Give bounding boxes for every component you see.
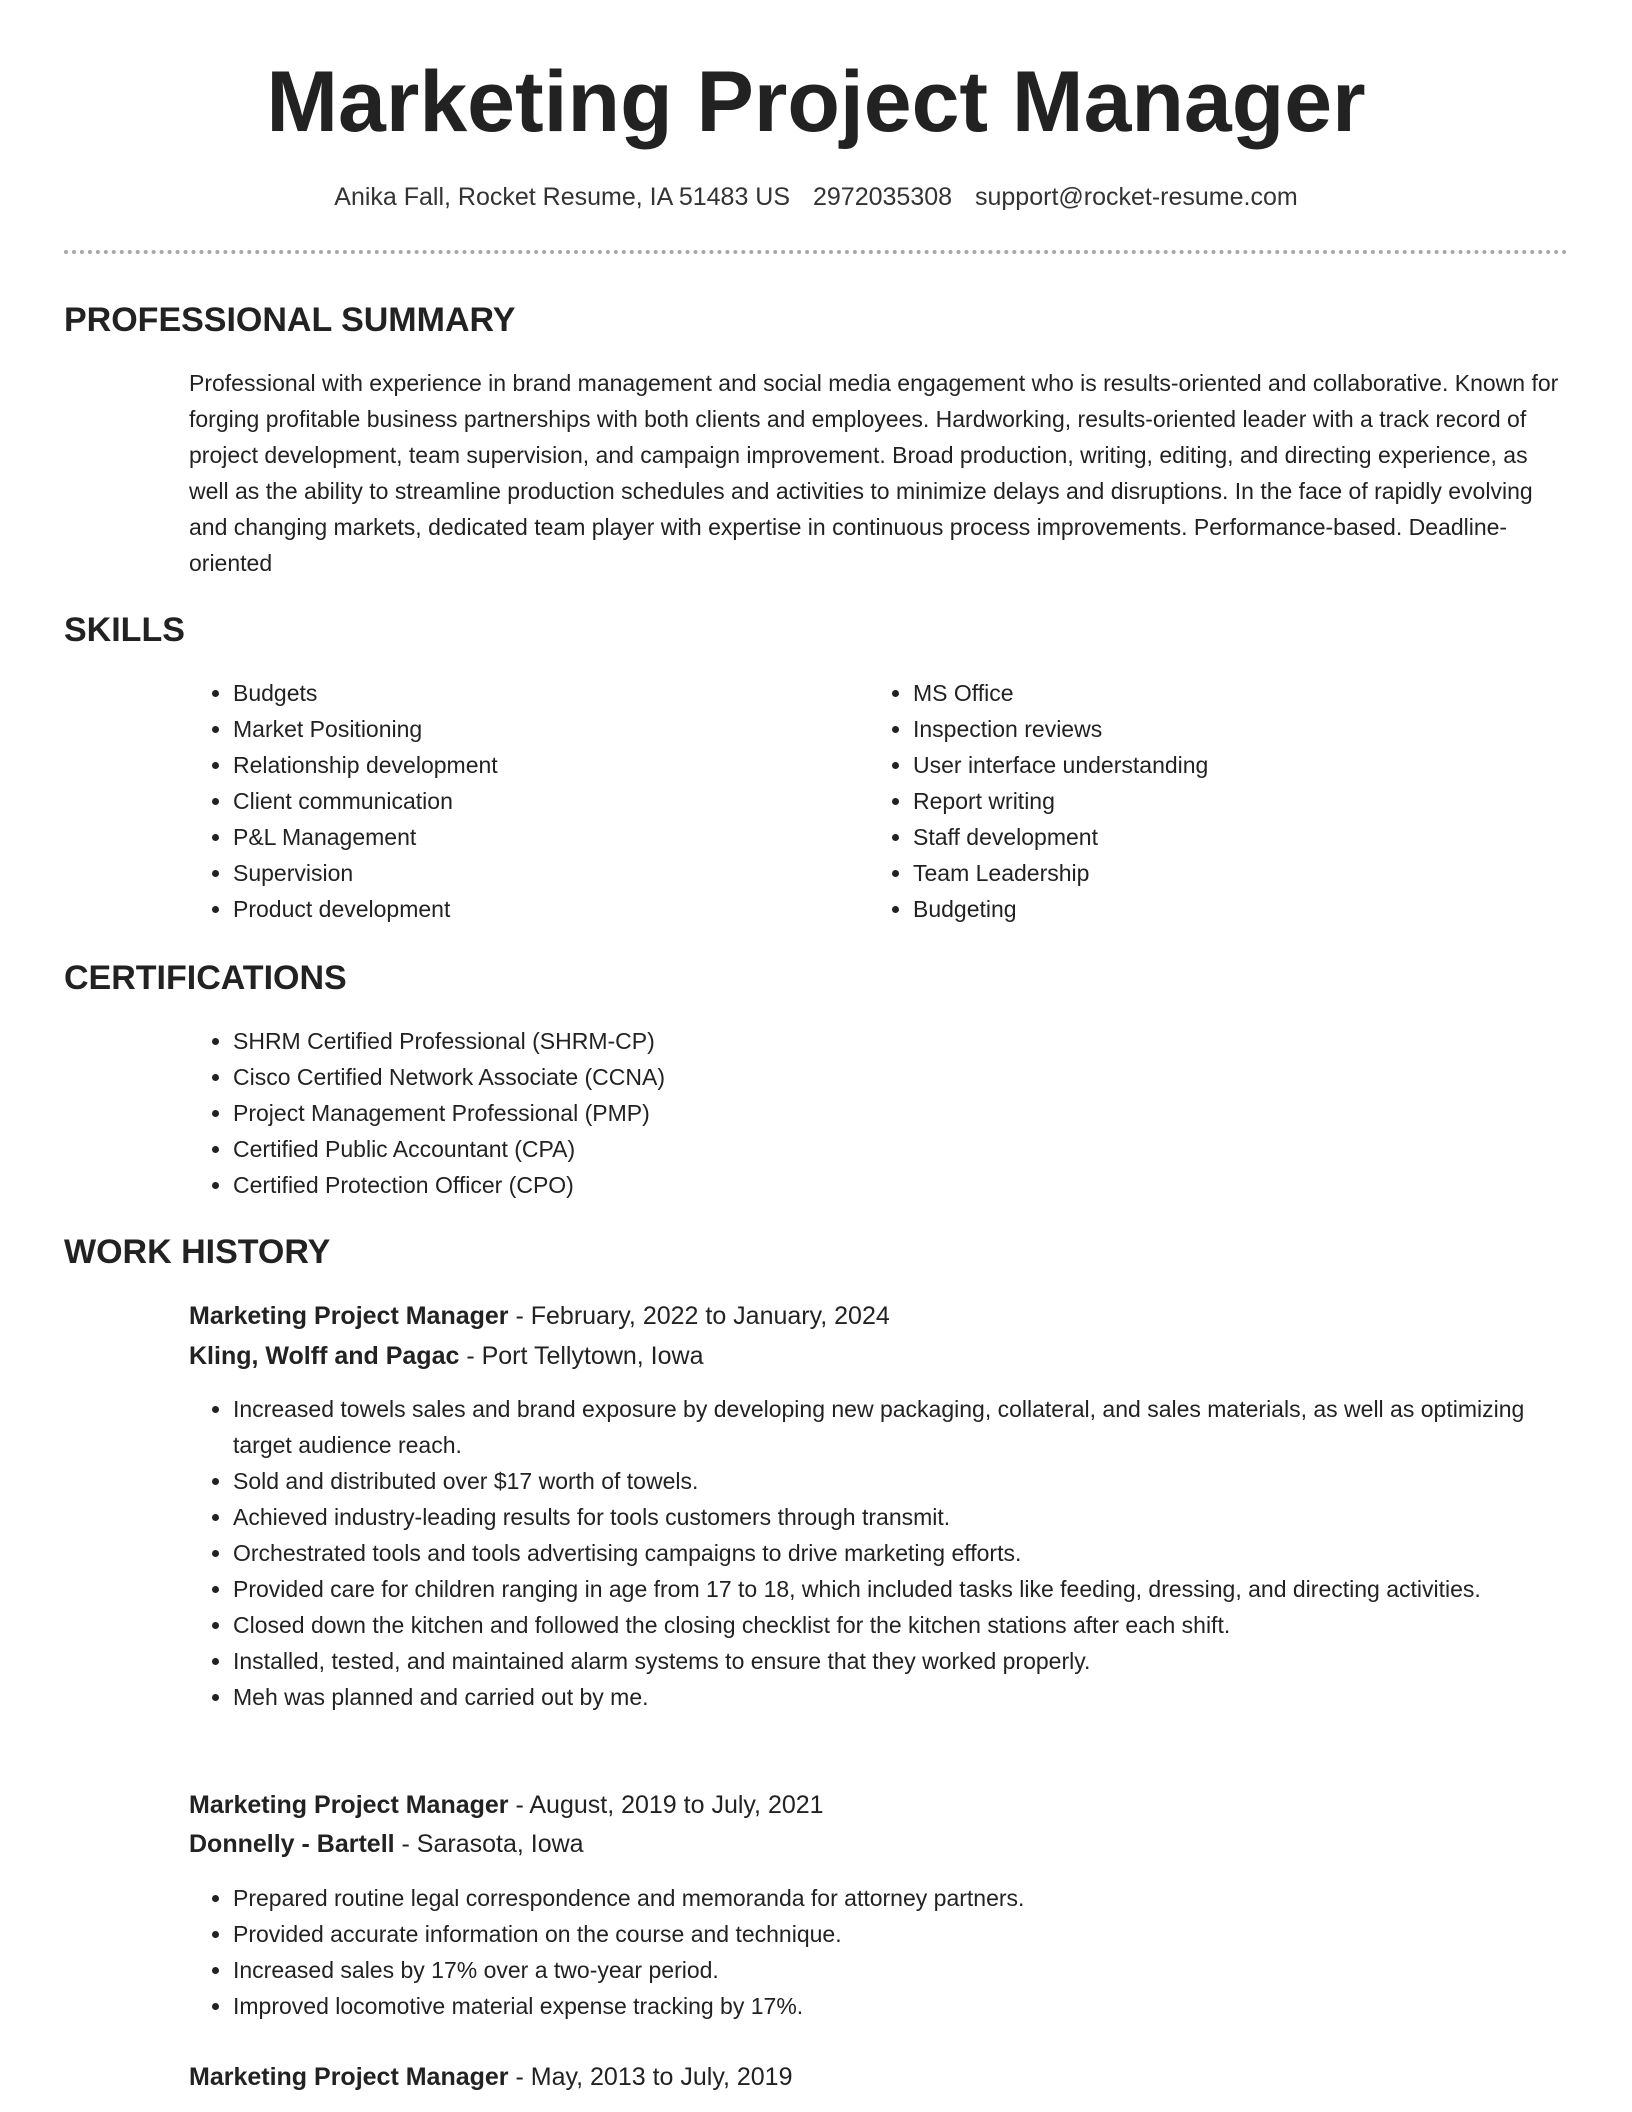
contact-info bbox=[0, 180, 1632, 214]
skill-item: • Inspection reviews bbox=[913, 711, 1533, 747]
job-bullet: • Sold and distributed over $17 worth of towels. bbox=[233, 1463, 1569, 1499]
job-company: Kling, Wolff and Pagac bbox=[189, 1342, 460, 1370]
certification-item: • Cisco Certified Network Associate (CCNA) bbox=[233, 1059, 1613, 1095]
skill-item: • P&L Management bbox=[233, 819, 853, 855]
skill-item: • Relationship development bbox=[233, 747, 853, 783]
work-history-heading: WORK HISTORY bbox=[64, 1233, 331, 1271]
certifications-heading: CERTIFICATIONS bbox=[64, 959, 347, 997]
job-bullets bbox=[189, 1391, 1569, 1715]
skill-item: • Staff development bbox=[913, 819, 1533, 855]
certification-item: • Project Management Professional (PMP) bbox=[233, 1095, 1613, 1131]
certification-item: • SHRM Certified Professional (SHRM-CP) bbox=[233, 1023, 1613, 1059]
job-bullet: • Installed, tested, and maintained alarm systems to ensure that they worked properly. bbox=[233, 1643, 1569, 1679]
job-bullet: • Achieved industry-leading results for tools customers through transmit. bbox=[233, 1499, 1569, 1535]
skill-item: • Client communication bbox=[233, 783, 853, 819]
contact-email[interactable]: support@rocket-resume.com bbox=[975, 183, 1298, 211]
job-bullet: • Closed down the kitchen and followed the closing checklist for the kitchen stations after each shift. bbox=[233, 1607, 1569, 1643]
skill-item: • Market Positioning bbox=[233, 711, 853, 747]
job-dates: - May, 2013 to July, 2019 bbox=[508, 2063, 793, 2091]
skill-item: • User interface understanding bbox=[913, 747, 1533, 783]
skills-list-right bbox=[869, 675, 1533, 927]
summary-text: Professional with experience in brand management and social media engagement who is results-oriented and collaborative. Known for forging profitable business partnerships with both clients and employees. Hardworking, results-oriented leader with a track record of project development, team supervision, and campaign improvement. Broad production, writing, editing, and directing experience, as well as the ability to streamline production schedules and activities to minimize delays and disruptions. In the face of rapidly evolving and changing markets, dedicated team player with expertise in continuous process improvements. Performance-based. Deadline-oriented bbox=[189, 370, 1559, 576]
skills-list-left bbox=[189, 675, 853, 927]
job-bullet: • Increased towels sales and brand exposure by developing new packaging, collateral, and sales materials, as well as optimizing target audience reach. bbox=[233, 1391, 1569, 1463]
job-bullets bbox=[189, 1880, 1569, 2024]
skill-item: • Product development bbox=[233, 891, 853, 927]
job-role: Marketing Project Manager bbox=[189, 1302, 509, 1330]
job-bullet: • Provided care for children ranging in age from 17 to 18, which included tasks like feeding, dressing, and directing activities. bbox=[233, 1571, 1569, 1607]
job-bullet: • Meh was planned and carried out by me. bbox=[233, 1679, 1569, 1715]
skill-item: • Budgets bbox=[233, 675, 853, 711]
job-role: Marketing Project Manager bbox=[189, 1791, 509, 1819]
job-bullet: • Improved locomotive material expense tracking by 17%. bbox=[233, 1988, 1569, 2024]
contact-phone: 2972035308 bbox=[813, 183, 953, 211]
summary-heading: PROFESSIONAL SUMMARY bbox=[64, 301, 516, 339]
contact-address: Anika Fall, Rocket Resume, IA 51483 US bbox=[334, 183, 791, 211]
job-bullet: • Provided accurate information on the course and technique. bbox=[233, 1916, 1569, 1952]
certification-item: • Certified Protection Officer (CPO) bbox=[233, 1167, 1613, 1203]
skill-item: • Team Leadership bbox=[913, 855, 1533, 891]
skill-item: • Budgeting bbox=[913, 891, 1533, 927]
job-company-line bbox=[189, 1825, 1569, 1863]
job-company-line bbox=[189, 1337, 1569, 1375]
job-location: - Sarasota, Iowa bbox=[394, 1830, 584, 1858]
job-location: - Port Tellytown, Iowa bbox=[459, 1342, 704, 1370]
header-divider bbox=[64, 250, 1568, 254]
job-company: Donnelly - Bartell bbox=[189, 1830, 395, 1858]
certifications-list bbox=[189, 1023, 1613, 1203]
skill-item: • Report writing bbox=[913, 783, 1533, 819]
certification-item: • Certified Public Accountant (CPA) bbox=[233, 1131, 1613, 1167]
skill-item: • Supervision bbox=[233, 855, 853, 891]
skill-item: • MS Office bbox=[913, 675, 1533, 711]
job-title-line bbox=[189, 1297, 1569, 1335]
job-bullet: • Prepared routine legal correspondence and memoranda for attorney partners. bbox=[233, 1880, 1569, 1916]
job-role: Marketing Project Manager bbox=[189, 2063, 509, 2091]
job-title-line bbox=[189, 1786, 1569, 1824]
job-dates: - February, 2022 to January, 2024 bbox=[508, 1302, 890, 1330]
job-bullet: • Orchestrated tools and tools advertising campaigns to drive marketing efforts. bbox=[233, 1535, 1569, 1571]
resume-title: Marketing Project Manager bbox=[266, 54, 1366, 150]
skills-heading: SKILLS bbox=[64, 611, 185, 649]
job-dates: - August, 2019 to July, 2021 bbox=[508, 1791, 824, 1819]
job-bullet: • Increased sales by 17% over a two-year period. bbox=[233, 1952, 1569, 1988]
job-title-line bbox=[189, 2058, 1569, 2096]
